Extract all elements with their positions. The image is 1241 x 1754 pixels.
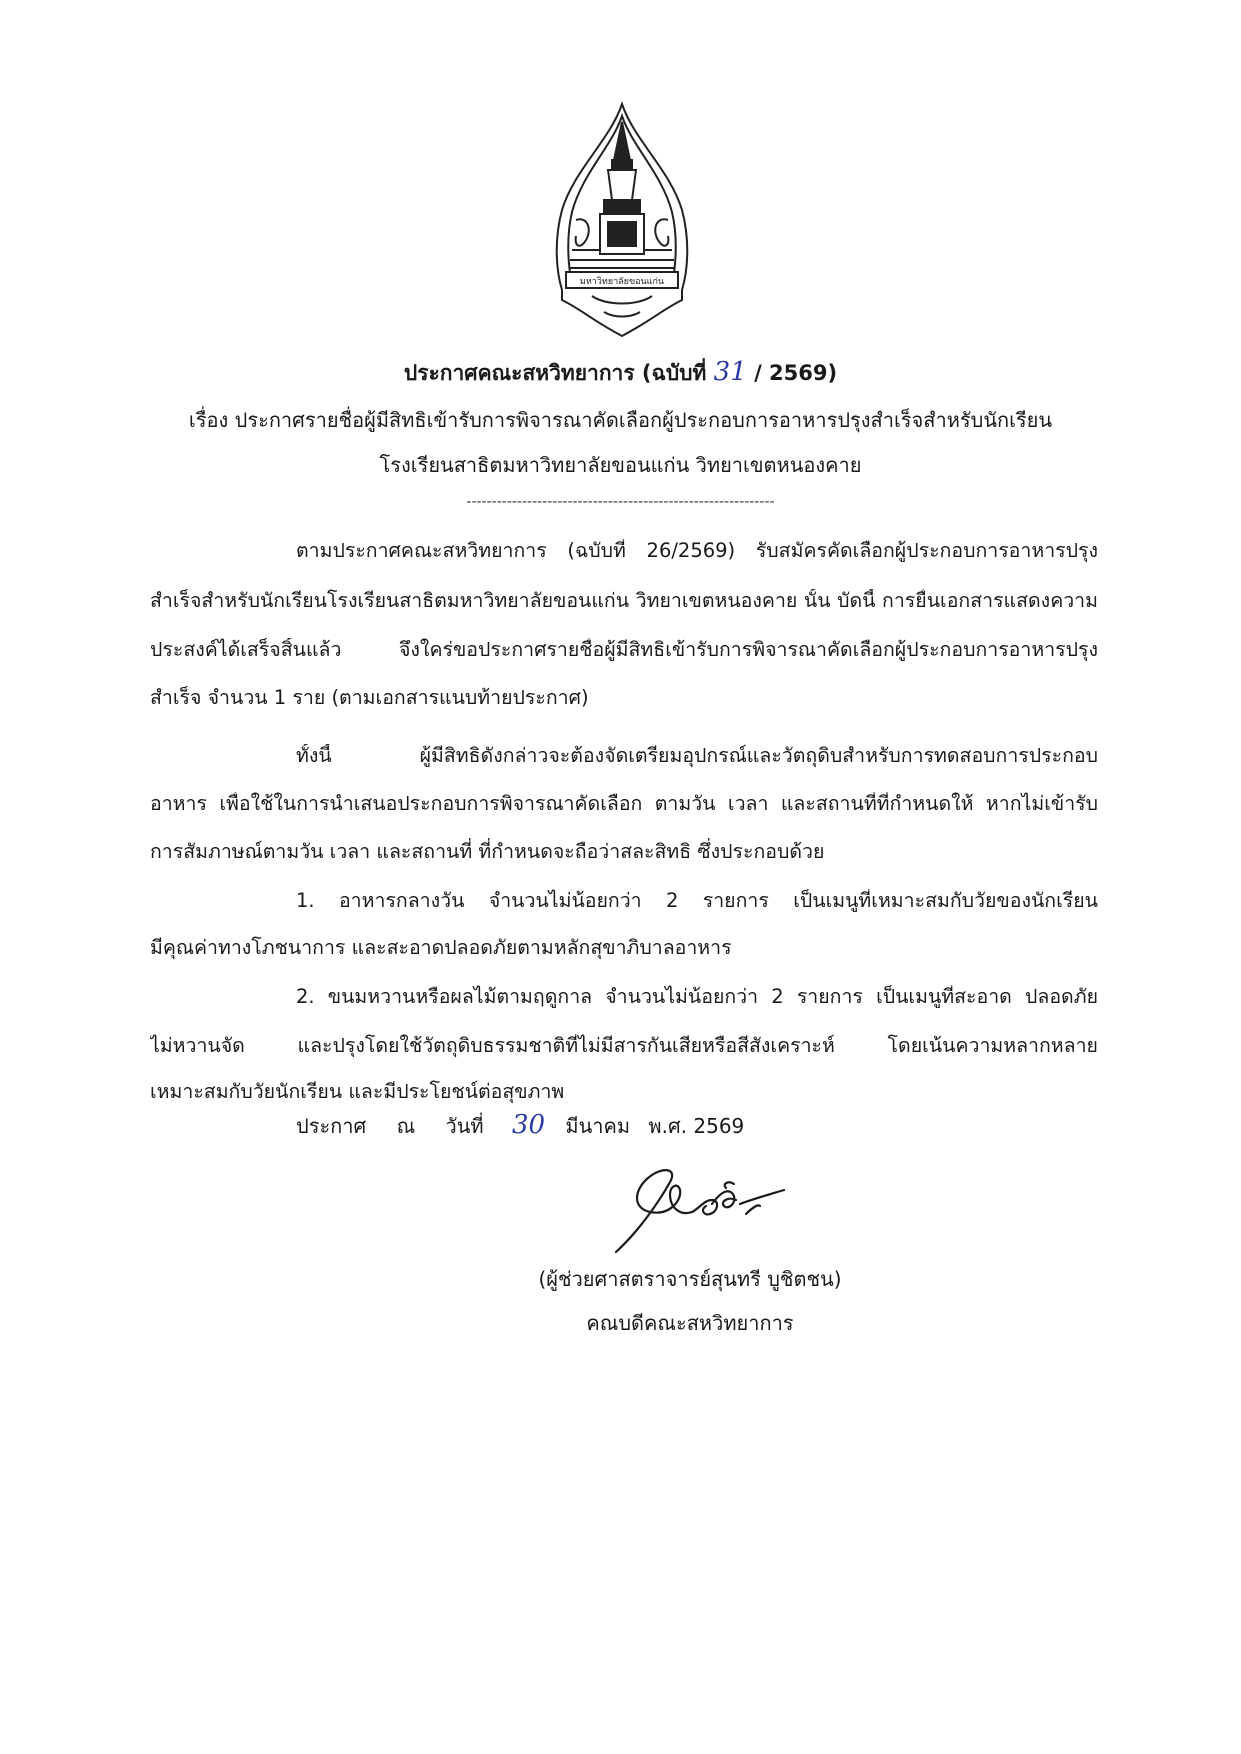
handwritten-signature [600,1160,790,1260]
item-2-line-1: 2. ขนมหวานหรือผลไม้ตามฤดูกาล จำนวนไม่น้อยกว่า 2 รายการ เป็นเมนูที่สะอาด ปลอดภัย [296,985,1098,1008]
item-1-line-2: มีคุณค่าทางโภชนาการ และสะอาดปลอดภัยตามหลักสุขาภิบาลอาหาร [150,936,732,959]
date-year: พ.ศ. 2569 [648,1114,745,1138]
subject-line-2: โรงเรียนสาธิตมหาวิทยาลัยขอนแก่น วิทยาเขตหนองคาย [379,453,862,477]
paragraph-2-line-3: การสัมภาษณ์ตามวัน เวลา และสถานที่ ที่กำหนดจะถือว่าสละสิทธิ ซึ่งประกอบด้วย [150,840,825,863]
subject-line-1: เรื่อง ประกาศรายชื่อผู้มีสิทธิเข้ารับการพิจารณาคัดเลือกผู้ประกอบการอาหารปรุงสำเร็จสำหรับนักเรียน [188,408,1053,432]
separator-line: ------------------------------------------------------------- [466,494,775,510]
date-day-label: วันที่ [445,1114,484,1138]
announcement-title [0,357,1241,390]
paragraph-2-line-1: ทั้งนี้ ผู้มีสิทธิดังกล่าวจะต้องจัดเตรียมอุปกรณ์และวัตถุดิบสำหรับการทดสอบการประกอบ [296,744,1098,767]
paragraph-1-line-4: สำเร็จ จำนวน 1 ราย (ตามเอกสารแนบท้ายประกาศ) [150,686,589,709]
item-2-line-3: เหมาะสมกับวัยนักเรียน และมีประโยชน์ต่อสุขภาพ [150,1080,565,1103]
paragraph-1-line-1: ตามประกาศคณะสหวิทยาการ (ฉบับที่ 26/2569) รับสมัครคัดเลือกผู้ประกอบการอาหารปรุง [296,539,1098,562]
item-1-line-1: 1. อาหารกลางวัน จำนวนไม่น้อยกว่า 2 รายการ เป็นเมนูที่เหมาะสมกับวัยของนักเรียน [296,889,1098,912]
seal-banner-text: มหาวิทยาลัยขอนแก่น [579,277,665,287]
issue-number-handwritten: 31 [713,357,747,387]
title-prefix: ประกาศคณะสหวิทยาการ (ฉบับที่ [403,361,707,385]
paragraph-1-line-2: สำเร็จสำหรับนักเรียนโรงเรียนสาธิตมหาวิทยาลัยขอนแก่น วิทยาเขตหนองคาย นั้น บัดนี้ การยื่นเอกสารแสดงความ [150,589,1098,612]
date-at-label: ณ [396,1114,416,1138]
item-2-line-2: ไม่หวานจัด และปรุงโดยใช้วัตถุดิบธรรมชาติที่ไม่มีสารกันเสียหรือสีสังเคราะห์ โดยเน้นความหลากหลาย [150,1034,1098,1057]
paragraph-1-line-3: ประสงค์ได้เสร็จสิ้นแล้ว จึงใคร่ขอประกาศรายชื่อผู้มีสิทธิเข้ารับการพิจารณาคัดเลือกผู้ประกอบการอาหารปรุง [150,638,1098,661]
date-announced-label: ประกาศ [296,1114,367,1138]
title-suffix: / 2569) [754,361,838,385]
signer-position: คณบดีคณะสหวิทยาการ [586,1311,794,1335]
announcement-date [296,1110,744,1142]
paragraph-2-line-2: อาหาร เพื่อใช้ในการนำเสนอประกอบการพิจารณาคัดเลือก ตามวัน เวลา และสถานที่ที่กำหนดให้ หากไม่เข้ารับ [150,792,1098,815]
university-seal-logo [552,100,692,340]
signer-name: (ผู้ช่วยศาสตราจารย์สุนทรี บูชิตชน) [538,1267,842,1291]
date-month: มีนาคม [565,1114,631,1138]
date-day-handwritten: 30 [511,1110,546,1140]
